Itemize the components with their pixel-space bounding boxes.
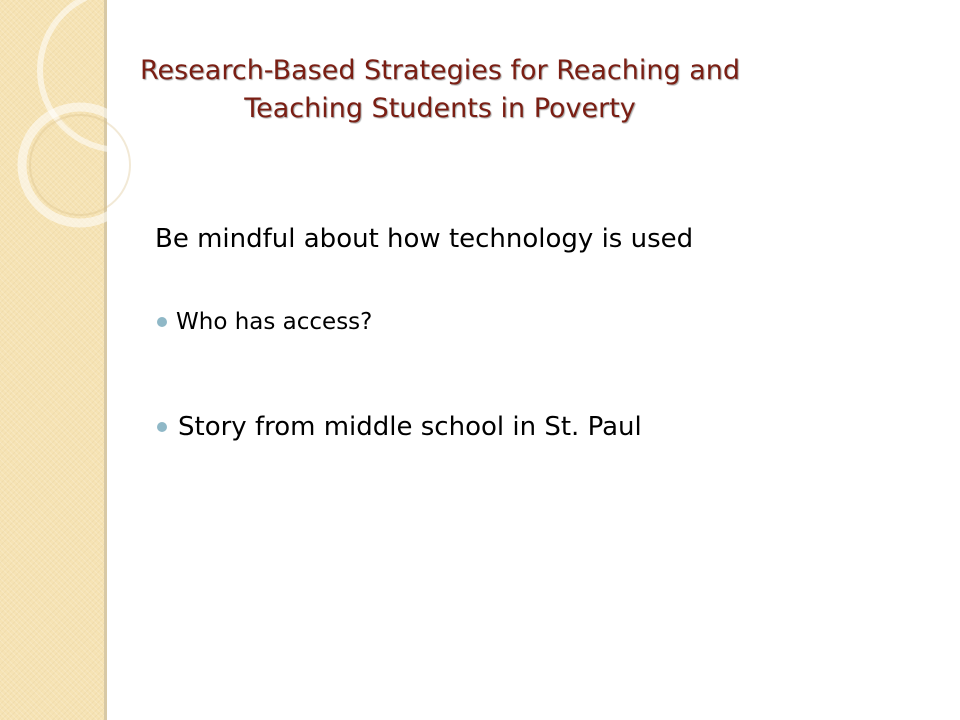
bullet-dot-icon: [157, 422, 167, 432]
slide-title-line-2: Teaching Students in Poverty: [244, 93, 636, 124]
decorative-ring-small-shade: [30, 115, 130, 215]
bullet-dot-icon: [157, 317, 167, 327]
slide-title-line-1: Research-Based Strategies for Reaching and: [139, 55, 741, 86]
bullet-text: Who has access?: [176, 309, 373, 335]
bullet-item: [157, 412, 642, 442]
subheading: Be mindful about how technology is used: [155, 224, 694, 254]
slide-title: [100, 52, 780, 128]
decorative-rings: [0, 0, 140, 260]
bullet-item: [157, 309, 372, 335]
bullet-text: Story from middle school in St. Paul: [178, 412, 642, 442]
